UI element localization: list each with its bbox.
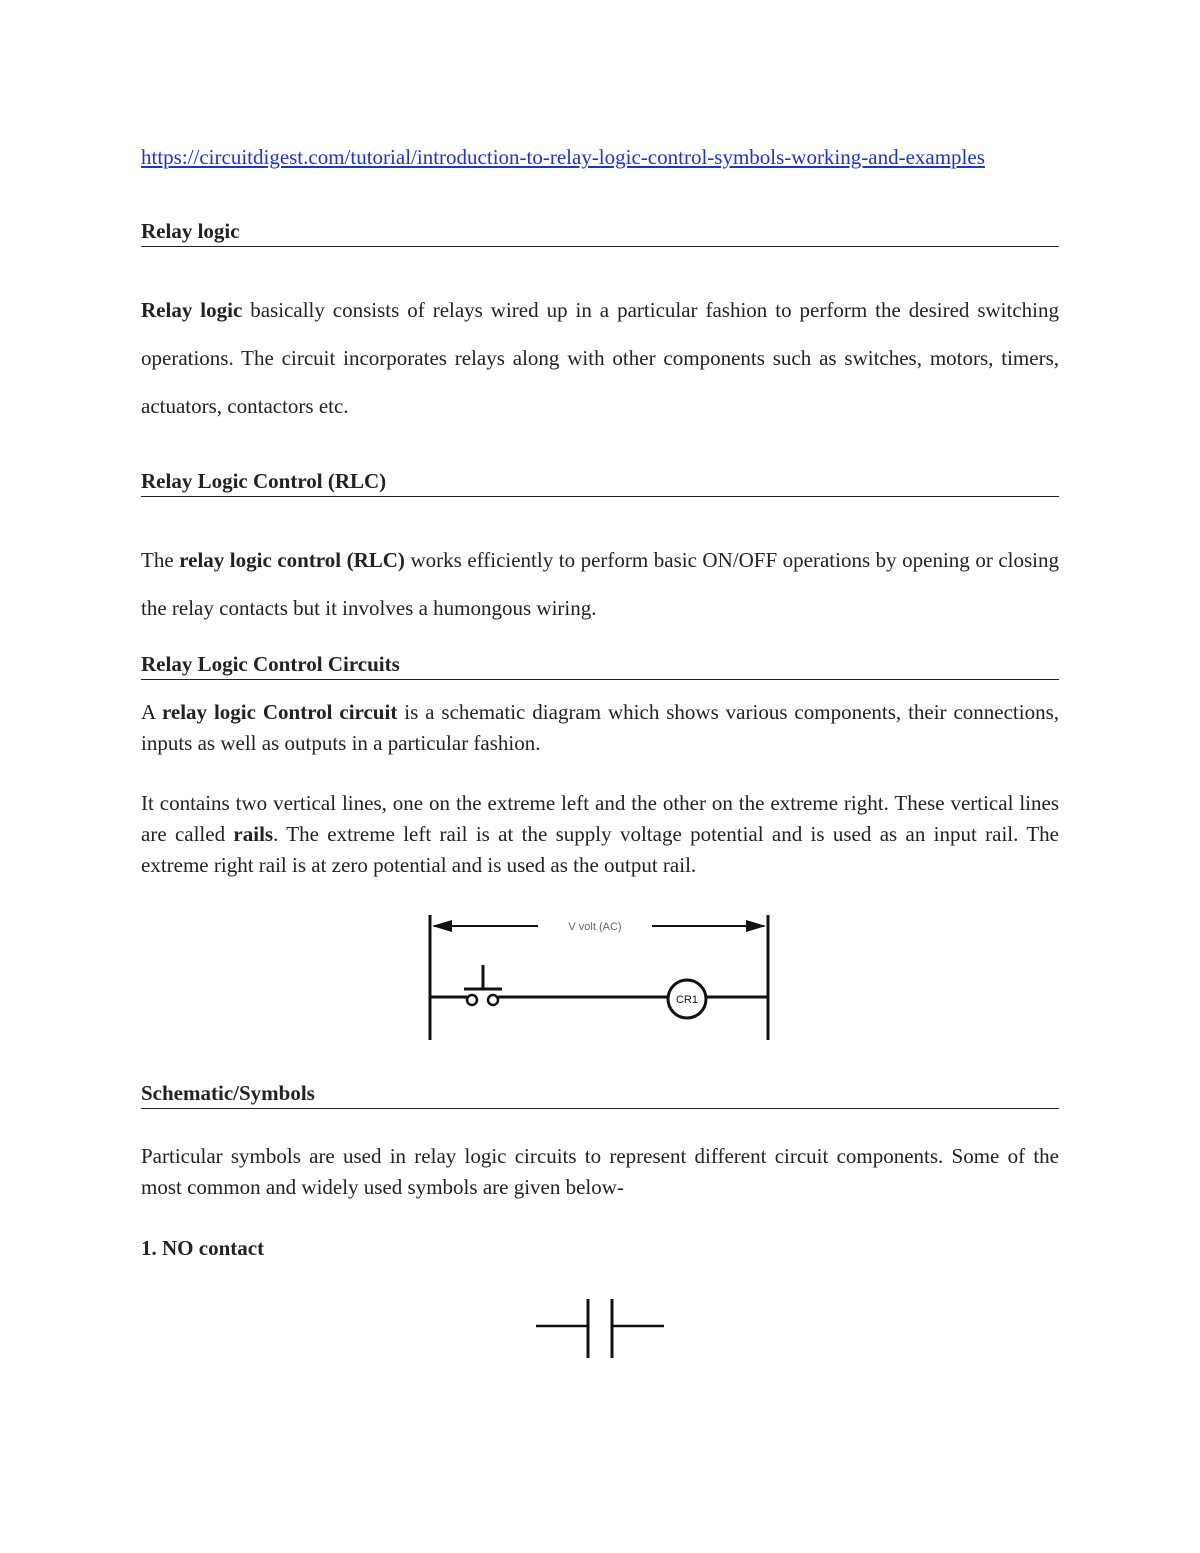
heading-rlc: Relay Logic Control (RLC) bbox=[141, 468, 1059, 497]
paragraph-text: works efficiently to perform basic ON/OFF operations by opening or closing the relay contacts but it involves a humongous wiring. bbox=[141, 548, 1060, 620]
relay-circuit-diagram bbox=[420, 905, 780, 1045]
voltage-label: V volt (AC) bbox=[568, 921, 622, 933]
paragraph-text: is a schematic diagram which shows various components, their connections, inputs as well as outputs in a particular fashion. bbox=[141, 700, 1060, 755]
bold-term: relay logic control (RLC) bbox=[179, 548, 405, 572]
paragraph-rlc-circuit-definition bbox=[141, 697, 1059, 759]
no-contact-symbol bbox=[530, 1295, 670, 1365]
paragraph-symbols: Particular symbols are used in relay logic circuits to represent different circuit components. Some of the most common and widely used symbols are given below- bbox=[141, 1144, 1059, 1199]
paragraph-text: basically consists of relays wired up in a particular fashion to perform the desired switching operations. The circuit incorporates relays along with other components such as switches, motors, timers, actuators, contactors etc. bbox=[141, 298, 1059, 418]
paragraph-prefix: The bbox=[141, 548, 174, 572]
paragraph-text: It contains two vertical lines, one on the extreme left and the other on the extreme right. These vertical lines are called bbox=[141, 791, 1059, 846]
paragraph-relay-logic bbox=[141, 286, 1059, 430]
paragraph-prefix: A bbox=[141, 700, 156, 724]
heading-schematic-symbols: Schematic/Symbols bbox=[141, 1080, 1059, 1109]
bold-term-rails: rails bbox=[233, 822, 274, 846]
bold-term: relay logic Control circuit bbox=[161, 700, 398, 724]
list-item-no-contact: 1. NO contact bbox=[141, 1236, 265, 1260]
bold-term: Relay logic bbox=[141, 298, 243, 322]
paragraph-rails bbox=[141, 788, 1059, 881]
source-url-link[interactable]: https://circuitdigest.com/tutorial/introduction-to-relay-logic-control-symbols-working-and-examples bbox=[141, 145, 985, 169]
paragraph-text: . The extreme left rail is at the supply voltage potential and is used as an input rail. The extreme right rail is at zero potential and is used as the output rail. bbox=[141, 822, 1059, 877]
heading-rlc-circuits: Relay Logic Control Circuits bbox=[141, 651, 1059, 680]
coil-label: CR1 bbox=[675, 994, 699, 1006]
paragraph-rlc bbox=[141, 536, 1059, 632]
push-button-switch bbox=[430, 965, 668, 1005]
heading-relay-logic: Relay logic bbox=[141, 218, 1059, 247]
